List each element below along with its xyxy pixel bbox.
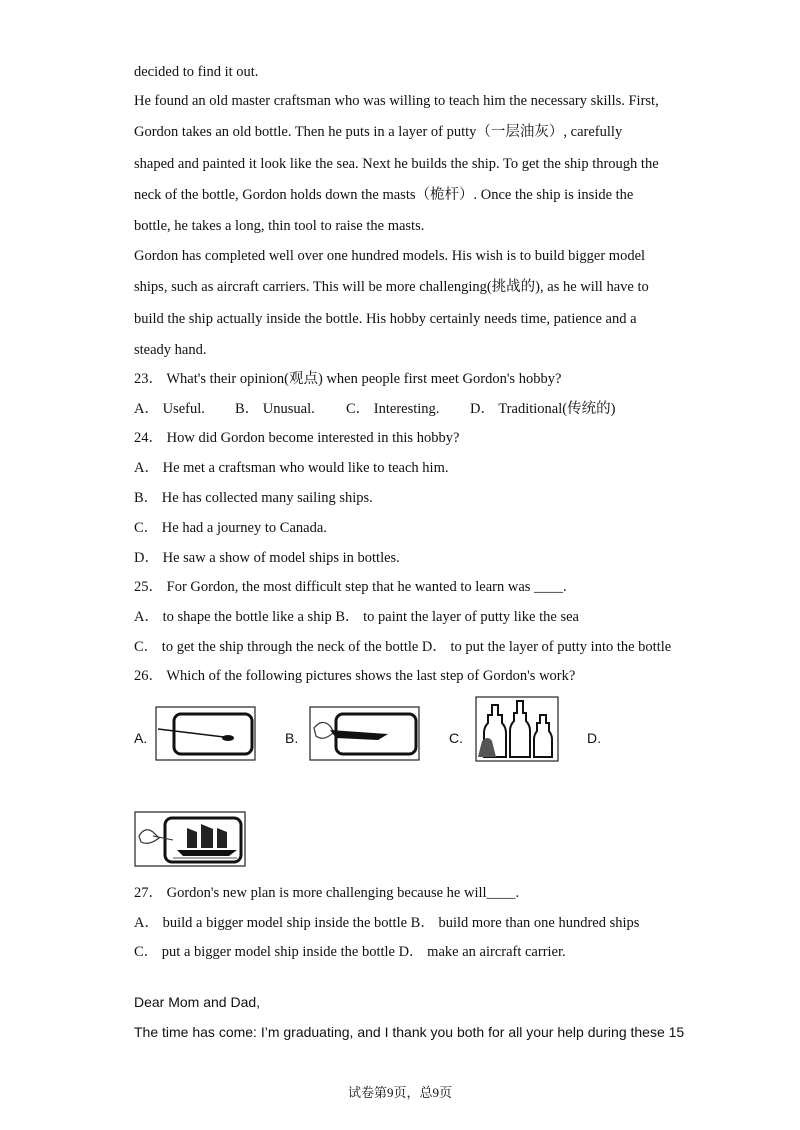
question-25-stem: 25． For Gordon, the most difficult step that he wanted to learn was ____. [134, 579, 567, 595]
passage-line: steady hand. [134, 342, 207, 358]
q23-option-c[interactable]: C． Interesting. [346, 401, 440, 417]
passage-line: Gordon has completed well over one hundred models. His wish is to build bigger model [134, 248, 646, 264]
page-footer: 试卷第9页，总9页 [347, 1085, 452, 1100]
q26-option-c[interactable]: C. [449, 730, 463, 746]
q26-option-b[interactable]: B. [285, 730, 299, 746]
q24-option-b[interactable]: B． He has collected many sailing ships. [134, 490, 373, 506]
letter-greeting: Dear Mom and Dad, [134, 994, 261, 1010]
question-23-stem: 23． What's their opinion(观点) when people first meet Gordon's hobby? [134, 371, 562, 387]
q25-options-ab[interactable]: A． to shape the bottle like a ship B． to paint the layer of putty like the sea [134, 609, 579, 625]
q26-option-d[interactable]: D. [587, 730, 601, 746]
passage-line: decided to find it out. [134, 64, 259, 80]
ship-in-bottle-masts-raised-picture [133, 810, 247, 868]
passage-line: build the ship actually inside the bottle. His hobby certainly needs time, patience and a [134, 311, 637, 327]
hand-inserting-ship-picture [308, 704, 422, 762]
bottle-with-tool-picture [154, 704, 258, 762]
q24-option-c[interactable]: C． He had a journey to Canada. [134, 520, 327, 536]
q26-option-a[interactable]: A. [134, 730, 148, 746]
q24-option-d[interactable]: D． He saw a show of model ships in bottles. [134, 550, 400, 566]
question-24-stem: 24． How did Gordon become interested in this hobby? [134, 430, 460, 446]
question-26-stem: 26． Which of the following pictures shows the last step of Gordon's work? [134, 668, 576, 684]
q27-options-cd[interactable]: C． put a bigger model ship inside the bottle D． make an aircraft carrier. [134, 944, 566, 960]
letter-line: The time has come: I’m graduating, and I thank you both for all your help during these 15 [134, 1024, 685, 1040]
q23-option-b[interactable]: B． Unusual. [235, 401, 315, 417]
passage-line: shaped and painted it look like the sea. Next he builds the ship. To get the ship through the [134, 156, 659, 172]
three-bottles-picture [474, 695, 560, 763]
passage-line: ships, such as aircraft carriers. This will be more challenging(挑战的), as he will have to [134, 279, 649, 295]
passage-line: Gordon takes an old bottle. Then he puts in a layer of putty（一层油灰）, carefully [134, 124, 623, 140]
passage-line: bottle, he takes a long, thin tool to raise the masts. [134, 218, 425, 234]
passage-line: neck of the bottle, Gordon holds down the masts（桅杆）. Once the ship is inside the [134, 187, 634, 203]
q23-option-a[interactable]: A． Useful. [134, 401, 205, 417]
q25-options-cd[interactable]: C． to get the ship through the neck of the bottle D． to put the layer of putty into the bottle [134, 639, 672, 655]
q23-option-d[interactable]: D． Traditional(传统的) [470, 401, 616, 417]
q24-option-a[interactable]: A． He met a craftsman who would like to teach him. [134, 460, 449, 476]
passage-line: He found an old master craftsman who was willing to teach him the necessary skills. First, [134, 93, 659, 109]
q27-options-ab[interactable]: A． build a bigger model ship inside the bottle B． build more than one hundred ships [134, 915, 640, 931]
question-27-stem: 27． Gordon's new plan is more challenging because he will____. [134, 885, 520, 901]
